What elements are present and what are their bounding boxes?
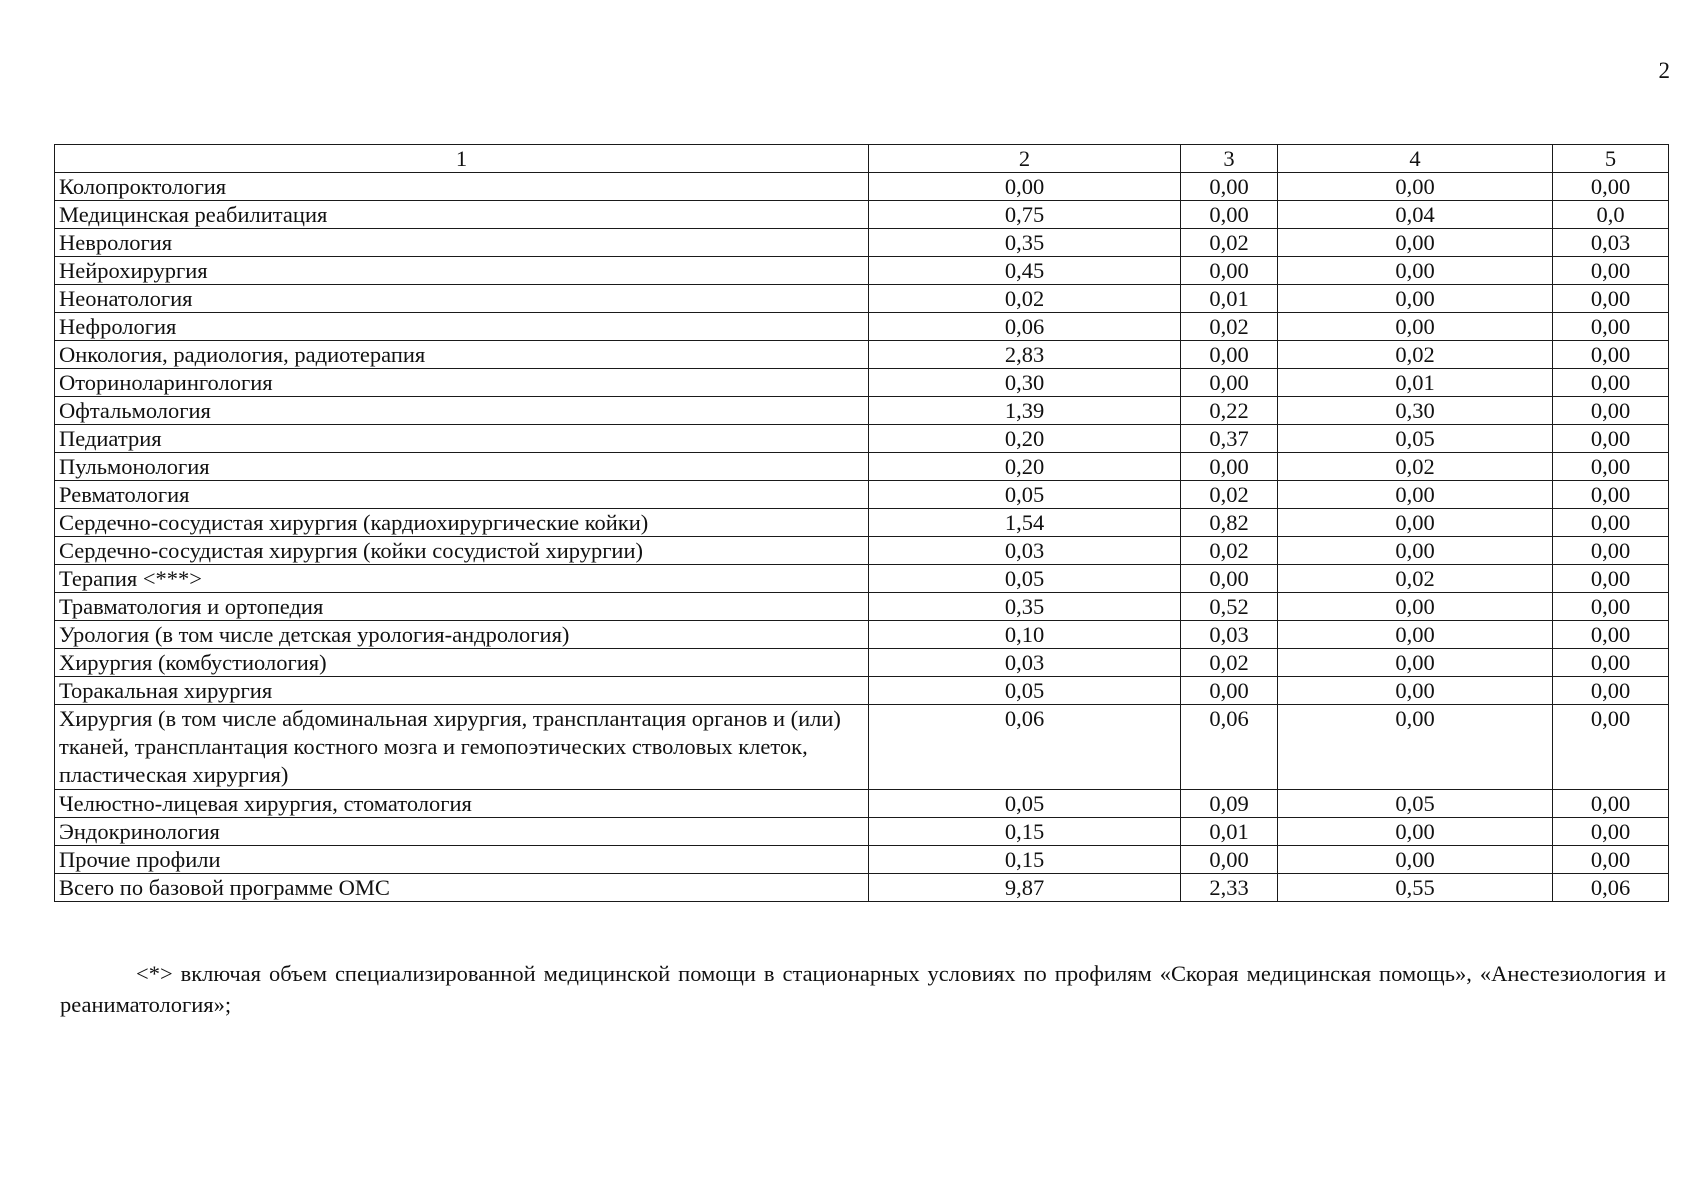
value-cell-col2: 0,00	[869, 173, 1181, 201]
value-cell-col2: 9,87	[869, 874, 1181, 902]
value-cell-col3: 0,52	[1181, 593, 1278, 621]
column-header-2: 2	[869, 145, 1181, 173]
row-name-cell: Оториноларингология	[55, 369, 869, 397]
value-cell-col2: 0,03	[869, 537, 1181, 565]
value-cell-col3: 0,00	[1181, 341, 1278, 369]
value-cell-col3: 0,82	[1181, 509, 1278, 537]
value-cell-col2: 0,05	[869, 481, 1181, 509]
value-cell-col5: 0,00	[1553, 397, 1669, 425]
column-header-5: 5	[1553, 145, 1669, 173]
table-row	[55, 369, 1669, 397]
value-cell-col3: 0,00	[1181, 846, 1278, 874]
table-row	[55, 313, 1669, 341]
footnote: <*> включая объем специализированной медицинской помощи в стационарных условиях по профилям «Скорая медицинская помощь», «Анестезиология и реаниматология»;	[60, 961, 1666, 1017]
page-number: 2	[1658, 58, 1670, 83]
value-cell-col2: 0,03	[869, 649, 1181, 677]
table-row	[55, 453, 1669, 481]
value-cell-col4: 0,00	[1278, 173, 1553, 201]
row-name-cell: Нейрохирургия	[55, 257, 869, 285]
value-cell-col4: 0,00	[1278, 818, 1553, 846]
row-name-cell: Ревматология	[55, 481, 869, 509]
value-cell-col2: 1,54	[869, 509, 1181, 537]
value-cell-col3: 0,03	[1181, 621, 1278, 649]
value-cell-col2: 0,45	[869, 257, 1181, 285]
value-cell-col4: 0,00	[1278, 509, 1553, 537]
value-cell-col3: 0,02	[1181, 537, 1278, 565]
value-cell-col5: 0,00	[1553, 369, 1669, 397]
value-cell-col2: 0,06	[869, 313, 1181, 341]
value-cell-col2: 2,83	[869, 341, 1181, 369]
value-cell-col5: 0,00	[1553, 173, 1669, 201]
table-row	[55, 537, 1669, 565]
row-name-cell: Нефрология	[55, 313, 869, 341]
value-cell-col4: 0,00	[1278, 313, 1553, 341]
value-cell-col2: 0,05	[869, 790, 1181, 818]
table-row	[55, 846, 1669, 874]
value-cell-col2: 0,10	[869, 621, 1181, 649]
table-row	[55, 565, 1669, 593]
value-cell-col4: 0,02	[1278, 565, 1553, 593]
value-cell-col4: 0,00	[1278, 593, 1553, 621]
table-row	[55, 173, 1669, 201]
value-cell-col5: 0,00	[1553, 846, 1669, 874]
value-cell-col5: 0,00	[1553, 257, 1669, 285]
table-row	[55, 649, 1669, 677]
table-row	[55, 818, 1669, 846]
value-cell-col3: 0,00	[1181, 369, 1278, 397]
value-cell-col2: 1,39	[869, 397, 1181, 425]
table-row	[55, 481, 1669, 509]
value-cell-col5: 0,00	[1553, 285, 1669, 313]
value-cell-col2: 0,15	[869, 818, 1181, 846]
table-row	[55, 425, 1669, 453]
value-cell-col5: 0,00	[1553, 453, 1669, 481]
value-cell-col3: 0,00	[1181, 565, 1278, 593]
value-cell-col5: 0,00	[1553, 509, 1669, 537]
table-row	[55, 201, 1669, 229]
column-header-1: 1	[55, 145, 869, 173]
value-cell-col3: 0,02	[1181, 229, 1278, 257]
value-cell-col4: 0,00	[1278, 705, 1553, 790]
row-name-cell: Колопроктология	[55, 173, 869, 201]
value-cell-col3: 0,00	[1181, 453, 1278, 481]
value-cell-col5: 0,06	[1553, 874, 1669, 902]
table-row	[55, 677, 1669, 705]
row-name-cell: Офтальмология	[55, 397, 869, 425]
value-cell-col4: 0,00	[1278, 649, 1553, 677]
value-cell-col3: 0,02	[1181, 649, 1278, 677]
table-header-row	[55, 145, 1669, 173]
value-cell-col5: 0,00	[1553, 677, 1669, 705]
column-header-3: 3	[1181, 145, 1278, 173]
table-row	[55, 790, 1669, 818]
row-name-cell: Терапия <***>	[55, 565, 869, 593]
value-cell-col3: 0,09	[1181, 790, 1278, 818]
value-cell-col2: 0,15	[869, 846, 1181, 874]
row-name-cell: Онкология, радиология, радиотерапия	[55, 341, 869, 369]
value-cell-col3: 0,01	[1181, 818, 1278, 846]
value-cell-col4: 0,00	[1278, 229, 1553, 257]
row-name-cell: Пульмонология	[55, 453, 869, 481]
value-cell-col3: 0,37	[1181, 425, 1278, 453]
row-name-cell: Урология (в том числе детская урология-андрология)	[55, 621, 869, 649]
column-header-4: 4	[1278, 145, 1553, 173]
value-cell-col4: 0,00	[1278, 537, 1553, 565]
value-cell-col2: 0,35	[869, 229, 1181, 257]
value-cell-col4: 0,00	[1278, 285, 1553, 313]
value-cell-col5: 0,0	[1553, 201, 1669, 229]
value-cell-col4: 0,05	[1278, 425, 1553, 453]
value-cell-col5: 0,00	[1553, 818, 1669, 846]
value-cell-col4: 0,04	[1278, 201, 1553, 229]
value-cell-col3: 0,02	[1181, 313, 1278, 341]
data-table	[54, 144, 1669, 902]
value-cell-col4: 0,30	[1278, 397, 1553, 425]
table-body	[55, 145, 1669, 902]
row-name-cell: Сердечно-сосудистая хирургия (кардиохирургические койки)	[55, 509, 869, 537]
value-cell-col5: 0,00	[1553, 705, 1669, 790]
value-cell-col3: 0,00	[1181, 201, 1278, 229]
row-name-cell: Хирургия (комбустиология)	[55, 649, 869, 677]
value-cell-col2: 0,20	[869, 425, 1181, 453]
row-name-cell: Медицинская реабилитация	[55, 201, 869, 229]
row-name-cell: Эндокринология	[55, 818, 869, 846]
row-name-cell: Хирургия (в том числе абдоминальная хирургия, трансплантация органов и (или) тканей, трансплантация костного мозга и гемопоэтических стволовых клеток, пластическая хирургия)	[55, 705, 869, 790]
value-cell-col4: 0,00	[1278, 621, 1553, 649]
table-row	[55, 705, 1669, 790]
value-cell-col4: 0,00	[1278, 846, 1553, 874]
value-cell-col5: 0,00	[1553, 565, 1669, 593]
value-cell-col3: 0,00	[1181, 677, 1278, 705]
row-name-cell: Травматология и ортопедия	[55, 593, 869, 621]
value-cell-col4: 0,02	[1278, 453, 1553, 481]
table-row	[55, 341, 1669, 369]
table-row	[55, 285, 1669, 313]
value-cell-col5: 0,00	[1553, 621, 1669, 649]
value-cell-col5: 0,00	[1553, 313, 1669, 341]
table-row	[55, 229, 1669, 257]
value-cell-col5: 0,00	[1553, 593, 1669, 621]
value-cell-col3: 0,22	[1181, 397, 1278, 425]
value-cell-col5: 0,00	[1553, 649, 1669, 677]
value-cell-col3: 0,06	[1181, 705, 1278, 790]
table-row	[55, 397, 1669, 425]
value-cell-col2: 0,05	[869, 677, 1181, 705]
row-name-cell: Всего по базовой программе ОМС	[55, 874, 869, 902]
value-cell-col2: 0,20	[869, 453, 1181, 481]
row-name-cell: Челюстно-лицевая хирургия, стоматология	[55, 790, 869, 818]
value-cell-col4: 0,01	[1278, 369, 1553, 397]
value-cell-col5: 0,00	[1553, 790, 1669, 818]
value-cell-col5: 0,00	[1553, 537, 1669, 565]
row-name-cell: Торакальная хирургия	[55, 677, 869, 705]
row-name-cell: Неврология	[55, 229, 869, 257]
value-cell-col3: 0,00	[1181, 257, 1278, 285]
value-cell-col4: 0,00	[1278, 481, 1553, 509]
value-cell-col4: 0,00	[1278, 677, 1553, 705]
value-cell-col3: 2,33	[1181, 874, 1278, 902]
value-cell-col2: 0,75	[869, 201, 1181, 229]
row-name-cell: Сердечно-сосудистая хирургия (койки сосудистой хирургии)	[55, 537, 869, 565]
value-cell-col4: 0,00	[1278, 257, 1553, 285]
table-row	[55, 509, 1669, 537]
row-name-cell: Прочие профили	[55, 846, 869, 874]
row-name-cell: Педиатрия	[55, 425, 869, 453]
row-name-cell: Неонатология	[55, 285, 869, 313]
value-cell-col3: 0,01	[1181, 285, 1278, 313]
value-cell-col2: 0,35	[869, 593, 1181, 621]
value-cell-col5: 0,00	[1553, 425, 1669, 453]
value-cell-col5: 0,00	[1553, 481, 1669, 509]
value-cell-col5: 0,03	[1553, 229, 1669, 257]
value-cell-col2: 0,30	[869, 369, 1181, 397]
value-cell-col2: 0,06	[869, 705, 1181, 790]
value-cell-col4: 0,55	[1278, 874, 1553, 902]
value-cell-col3: 0,00	[1181, 173, 1278, 201]
value-cell-col2: 0,05	[869, 565, 1181, 593]
value-cell-col2: 0,02	[869, 285, 1181, 313]
table-row	[55, 257, 1669, 285]
table-row	[55, 874, 1669, 902]
value-cell-col4: 0,05	[1278, 790, 1553, 818]
table-row	[55, 593, 1669, 621]
value-cell-col3: 0,02	[1181, 481, 1278, 509]
value-cell-col5: 0,00	[1553, 341, 1669, 369]
table-row	[55, 621, 1669, 649]
value-cell-col4: 0,02	[1278, 341, 1553, 369]
